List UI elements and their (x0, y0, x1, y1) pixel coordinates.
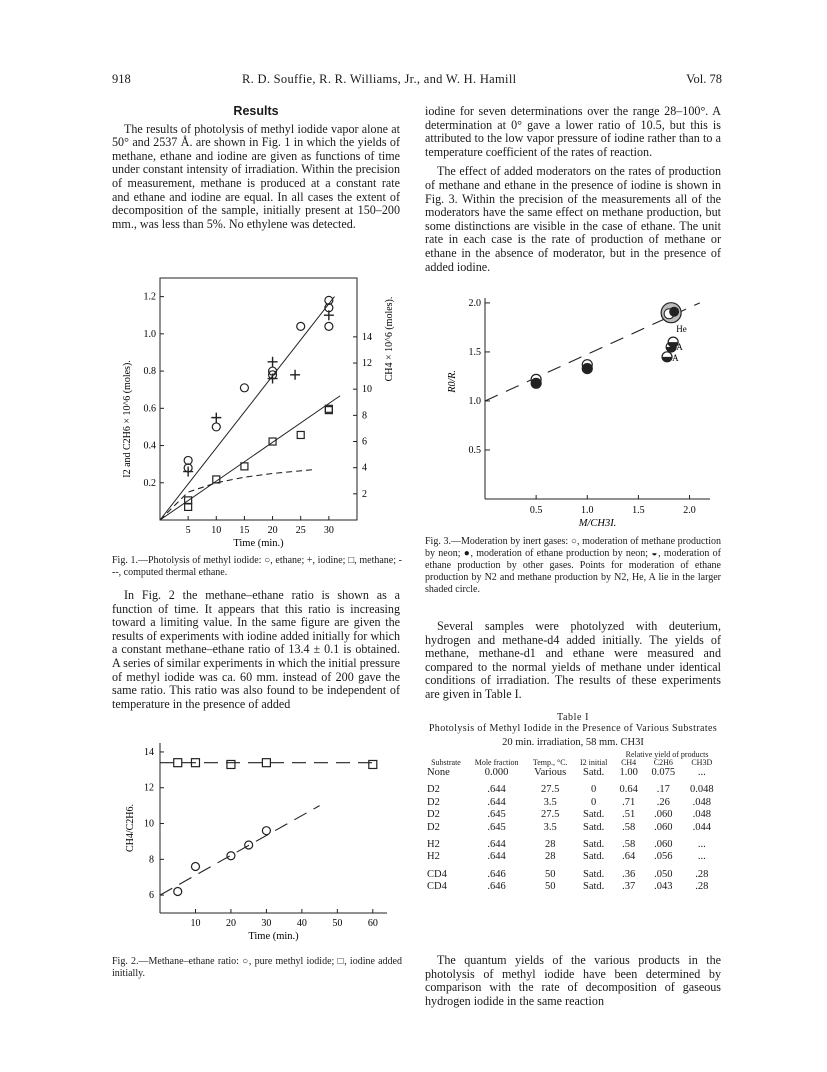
y-tick-label: 0.2 (143, 477, 156, 489)
y-axis-label: R0/R. (447, 370, 458, 393)
table-cell: .644 (487, 784, 506, 796)
table-cell: Satd. (583, 839, 605, 851)
table-cell: Satd. (583, 881, 605, 893)
table-cell: .28 (695, 881, 709, 893)
table-cell: 27.5 (541, 784, 560, 796)
dashed-curve (160, 470, 312, 520)
table-row (425, 851, 721, 863)
x-tick-label: 1.0 (581, 505, 594, 516)
square-point (174, 759, 182, 767)
y-tick-label: 0.6 (143, 403, 156, 415)
y-tick-label: 8 (149, 854, 154, 866)
table-cell: CD4 (427, 868, 447, 880)
table-cell: 0.000 (484, 767, 509, 778)
dashed-line (160, 806, 320, 895)
table-cell: 0.64 (619, 784, 638, 796)
y2-tick-label: 2 (362, 488, 367, 500)
table-cell: ... (697, 851, 706, 863)
x-tick-label: 30 (261, 918, 272, 929)
y-tick-label: 10 (144, 818, 154, 830)
figure-1-caption: Fig. 1.—Photolysis of methyl iodide: ○, ethane; +, iodine; □, methane; ---, computed thermal ethane. (112, 555, 402, 578)
table-cell: .048 (692, 809, 711, 821)
y2-tick-label: 10 (362, 384, 372, 396)
table-cell: Satd. (583, 821, 605, 833)
page-number: 918 (112, 72, 131, 86)
circle-point (297, 322, 305, 330)
table-caption: Photolysis of Methyl Iodide in the Presence of Various Substrates (428, 723, 718, 734)
right-column-top (425, 105, 721, 280)
column-header: Temp., °C. (532, 758, 568, 767)
fit-line (160, 297, 334, 520)
y2-tick-label: 6 (362, 436, 367, 448)
table-cell: Satd. (583, 851, 605, 863)
table-row (425, 809, 721, 821)
square-point (297, 431, 304, 438)
y-tick-label: 0.5 (468, 444, 481, 456)
table-cell: 50 (544, 868, 556, 880)
circle-point (262, 827, 270, 835)
paragraph: Several samples were photolyzed with deuterium, hydrogen and methane-d4 added initially. The yields of methane, methane-d1 and ethane were measured and compared to the normal yields of methane under identical conditions of irradiation. The results of these experiments are given in Table I. (425, 619, 721, 701)
table-cell: D2 (427, 809, 440, 821)
table-cell: .043 (654, 881, 673, 893)
x-tick-label: 0.5 (529, 505, 543, 516)
table-cell: .26 (656, 796, 670, 808)
table-cell: .36 (622, 868, 636, 880)
paragraph: The quantum yields of the various products in the photolysis of methyl iodide have been determined by comparison with the rate of decomposition of gaseous hydrogen iodide in the same reaction (425, 953, 721, 1008)
plus-point (211, 413, 221, 423)
paragraph: iodine for seven determinations over the range 28–100°. A determination at 0° gave a lower ratio of 10.5, but this is attributed to the low vapor pressure of iodine rather than to a temperature coefficient of the rates of reaction. (425, 104, 721, 159)
figure-1 (112, 272, 402, 554)
table-cell: Satd. (583, 767, 605, 778)
y2-tick-label: 14 (362, 331, 372, 343)
y-tick-label: 0.4 (143, 440, 156, 452)
y-tick-label: 1.5 (468, 346, 481, 358)
x-tick-label: 20 (225, 918, 236, 929)
table-cell: 50 (544, 881, 556, 893)
table-cell: .644 (487, 851, 506, 863)
fit-line (160, 396, 340, 520)
plus-point (290, 370, 300, 380)
table-cell: .645 (487, 821, 506, 833)
left-column-bottom (112, 589, 400, 717)
table-cell: .048 (692, 796, 711, 808)
table-cell: .644 (487, 839, 506, 851)
table-cell: 3.5 (543, 821, 557, 833)
table-cell: .58 (622, 821, 636, 833)
y-tick-label: 2.0 (468, 297, 481, 309)
table-row (425, 834, 721, 851)
square-point (227, 760, 235, 768)
figure-3 (425, 294, 721, 530)
table-cell: 0 (591, 796, 597, 808)
table-cell: 28 (544, 851, 556, 863)
x-tick-label: 10 (211, 525, 222, 536)
plot-frame (160, 278, 357, 520)
y-tick-label: 14 (144, 746, 154, 758)
table-cell: 3.5 (543, 796, 557, 808)
circle-point (174, 888, 182, 896)
table-cell: .51 (622, 809, 636, 821)
table-cell: ... (697, 839, 706, 851)
authors: R. D. Souffie, R. R. Williams, Jr., and W. H. Hamill (242, 72, 517, 86)
table-row (425, 779, 721, 796)
table-cell: .644 (487, 796, 506, 808)
x-tick-label: 30 (323, 525, 334, 536)
table-cell: CD4 (427, 881, 447, 893)
volume: Vol. 78 (686, 72, 722, 86)
table-cell: 28 (544, 839, 556, 851)
table-label: Table I (556, 712, 590, 723)
table-cell: .060 (654, 821, 673, 833)
right-column-middle (425, 620, 721, 708)
filled-circle-point (531, 378, 541, 388)
table-row (425, 822, 721, 834)
x-axis-label: M/CH3I. (578, 518, 617, 529)
circle-point (212, 423, 220, 431)
table-1 (425, 712, 721, 894)
x-tick-label: 15 (239, 525, 250, 536)
y2-axis-label: CH4 × 10^6 (moles). (384, 296, 395, 382)
table-cell: 0.048 (689, 784, 714, 796)
table-cell: .645 (487, 809, 506, 821)
y2-tick-label: 12 (362, 358, 372, 370)
inner-filled (669, 307, 679, 317)
square-point (262, 759, 270, 767)
table-cell: .71 (622, 796, 636, 808)
y-tick-label: 1.0 (468, 395, 481, 407)
y2-tick-label: 4 (362, 462, 367, 474)
x-tick-label: 50 (332, 918, 343, 929)
column-header: CH3D (691, 758, 713, 767)
table-cell: .056 (654, 851, 673, 863)
figure-2 (112, 735, 402, 955)
filled-circle-point (582, 364, 592, 374)
point-label-he: He (676, 324, 687, 335)
paragraph: In Fig. 2 the methane–ethane ratio is shown as a function of time. It appears that this ratio is increasing toward a limiting value. In the same figure are given the results of experiments with iodine added initially for which a constant methane–ethane ratio of 13.4 ± 0.1 is obtained. A series of similar experiments in which the initial pressure of methyl iodide was ca. 60 mm. instead of 200 gave the same ratio. This ratio was also found to be independent of temperature in the presence of added (112, 588, 400, 711)
table-cell: .060 (654, 809, 673, 821)
table-cell: None (427, 767, 450, 778)
table-grid (425, 751, 721, 894)
table-cell: D2 (427, 784, 440, 796)
table-cell: H2 (427, 851, 440, 863)
table-cell: .64 (622, 851, 636, 863)
table-subtitle: 20 min. irradiation, 58 mm. CH3I (502, 737, 644, 748)
point-label-a: A (676, 342, 683, 353)
figure-3-caption: Fig. 3.—Moderation by inert gases: ○, moderation of methane production by neon; ●, moderation of ethane production by neon; ◒, moderation of ethane production by other gases. Points for moderation of ethane production by N2 and methane production by N2, He, A lie in the larger shaded circle. (425, 536, 721, 595)
right-column-bottom (425, 954, 721, 1014)
table-cell: 0 (591, 784, 597, 796)
section-heading: Results (233, 104, 279, 118)
x-tick-label: 20 (267, 525, 278, 536)
y-tick-label: 0.8 (143, 366, 156, 378)
paragraph: The effect of added moderators on the rates of production of methane and ethane in the presence of iodine is shown in Fig. 3. Within the precision of the measurements all of the moderators have the same effect on methane production, but some distinctions are visible in the case of ethane. The unit rate in each case is the rate of production of methane or ethane in the absence of moderator, but in the presence of added iodine. (425, 164, 721, 274)
plus-point (268, 357, 278, 367)
circle-point (240, 384, 248, 392)
x-tick-label: 25 (295, 525, 306, 536)
x-axis-label: Time (min.) (248, 931, 299, 942)
circle-point (184, 456, 192, 464)
y-axis-label: I2 and C2H6 × 10^6 (moles). (122, 360, 133, 478)
group-header: Relative yield of products (625, 750, 709, 759)
table-cell: .646 (487, 868, 506, 880)
table-cell: .050 (654, 868, 673, 880)
square-point (369, 760, 377, 768)
table-cell: .17 (656, 784, 670, 796)
circle-point (191, 862, 199, 870)
x-tick-label: 5 (185, 525, 191, 536)
column-header: CH4 (621, 758, 637, 767)
table-row (425, 767, 721, 779)
x-tick-label: 1.5 (632, 505, 645, 516)
y-tick-label: 6 (149, 890, 154, 902)
table-cell: D2 (427, 821, 440, 833)
column-header: I2 initial (579, 758, 608, 767)
table-cell: 1.00 (619, 767, 638, 778)
column-header: Mole fraction (474, 758, 519, 767)
table-cell: .28 (695, 868, 709, 880)
left-column-top (112, 105, 400, 237)
table-cell: Various (534, 767, 567, 778)
table-cell: .044 (692, 821, 711, 833)
x-axis-label: Time (min.) (233, 538, 284, 549)
table-cell: .060 (654, 839, 673, 851)
figure-2-caption: Fig. 2.—Methane–ethane ratio: ○, pure methyl iodide; □, iodine added initially. (112, 956, 402, 979)
x-tick-label: 60 (367, 918, 378, 929)
table-cell: .646 (487, 881, 506, 893)
table-cell: ... (697, 767, 706, 778)
plus-point (324, 310, 334, 320)
circle-point (325, 322, 333, 330)
column-header: Substrate (431, 758, 461, 767)
table-row (425, 864, 721, 881)
x-tick-label: 40 (296, 918, 307, 929)
table-cell: Satd. (583, 809, 605, 821)
point-label-a2: A (672, 352, 679, 363)
x-tick-label: 2.0 (683, 505, 696, 516)
table-cell: H2 (427, 839, 440, 851)
paragraph: The results of photolysis of methyl iodide vapor alone at 50° and 2537 Å. are shown in Fig. 1 in which the yields of methane, ethane and iodine are given as functions of time under constant intensity of irradiation. Within the precision of measurement, methane is produced at a constant rate and ethane and iodine are equal. In all cases the extent of decomposition of the sample, initially present at 150–200 mm., was less than 5%. No ethylene was detected. (112, 121, 400, 231)
table-cell: .58 (622, 839, 636, 851)
y-axis-label: CH4/C2H6. (125, 803, 136, 853)
y-tick-label: 12 (144, 782, 154, 794)
table-cell: Satd. (583, 868, 605, 880)
table-row (425, 797, 721, 809)
y2-tick-label: 8 (362, 410, 367, 422)
table-row (425, 881, 721, 893)
table-cell: 0.075 (651, 767, 676, 778)
table-cell: D2 (427, 796, 440, 808)
column-header: C2H6 (653, 758, 673, 767)
table-cell: 27.5 (541, 809, 560, 821)
y-tick-label: 1.0 (143, 328, 156, 340)
circle-point (227, 852, 235, 860)
x-tick-label: 10 (190, 918, 201, 929)
table-cell: .37 (622, 881, 636, 893)
y-tick-label: 1.2 (143, 291, 156, 303)
